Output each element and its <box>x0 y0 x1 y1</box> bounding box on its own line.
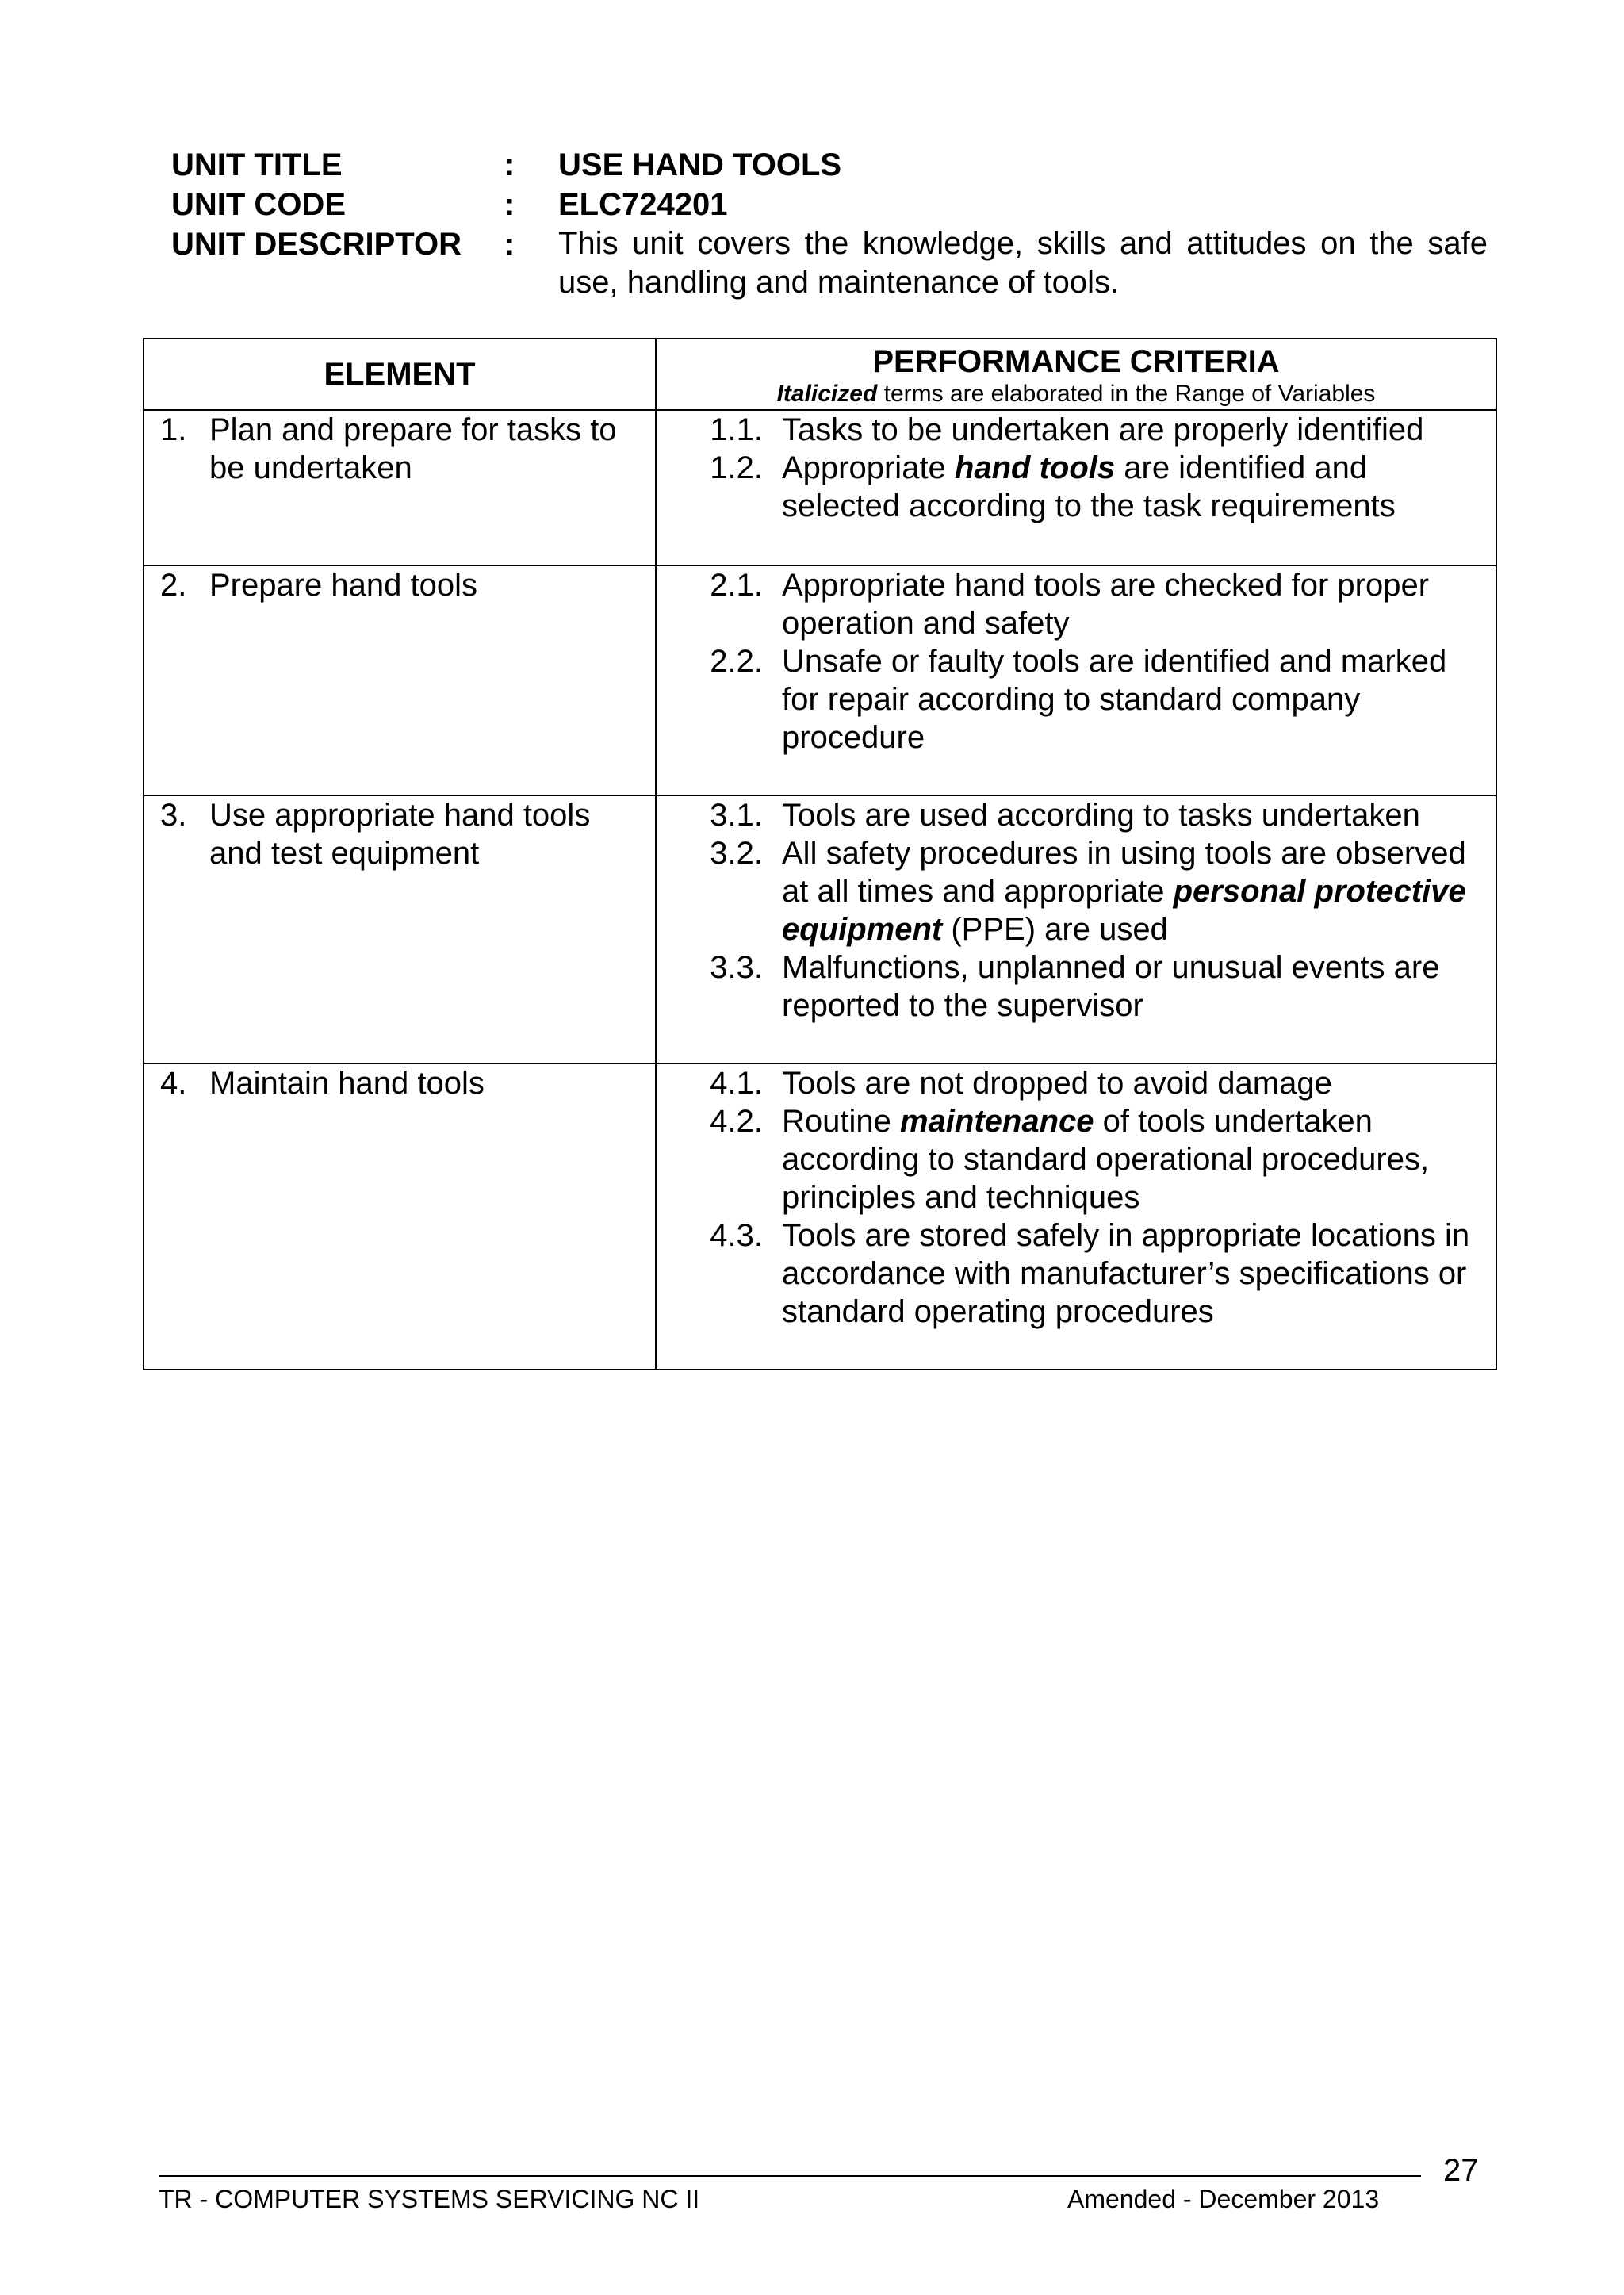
table-row <box>144 410 1496 565</box>
criteria-text-part: Malfunctions, unplanned or unusual events are reported to the supervisor <box>782 950 1440 1023</box>
criteria-number: 2.1. <box>710 568 763 603</box>
criteria-text-part: Appropriate <box>782 450 955 485</box>
criteria-item <box>657 796 1486 834</box>
colon: : <box>504 187 515 222</box>
element-cell <box>144 1063 656 1370</box>
element-item <box>160 566 647 604</box>
range-variable-term: maintenance <box>899 1104 1094 1139</box>
unit-title-label: UNIT TITLE <box>171 148 343 182</box>
criteria-number: 2.2. <box>710 644 763 679</box>
element-header: ELEMENT <box>144 339 656 410</box>
criteria-text-part: Tools are stored safely in appropriate locations in accordance with manufacturer’s specifications or standard operating procedures <box>782 1218 1470 1329</box>
table-header-row <box>144 339 1496 410</box>
element-cell <box>144 795 656 1063</box>
criteria-cell <box>656 795 1496 1063</box>
criteria-text <box>782 834 1486 948</box>
element-text: Plan and prepare for tasks to be undertaken <box>209 412 617 485</box>
footer-amended: Amended - December 2013 <box>1067 2185 1380 2213</box>
colon: : <box>504 227 515 262</box>
criteria-number: 4.3. <box>710 1218 763 1253</box>
element-number: 2. <box>160 568 187 603</box>
criteria-number: 3.1. <box>710 798 763 833</box>
criteria-text <box>782 411 1486 449</box>
criteria-text-part: (PPE) are used <box>942 912 1168 947</box>
footer-title: TR - COMPUTER SYSTEMS SERVICING NC II <box>159 2185 700 2213</box>
element-number: 4. <box>160 1066 187 1101</box>
criteria-text-part: are identified and selected according to the task requirements <box>782 450 1396 523</box>
element-text: Maintain hand tools <box>209 1066 485 1101</box>
element-number: 1. <box>160 412 187 447</box>
criteria-text <box>782 642 1486 757</box>
unit-descriptor-row <box>171 224 1488 302</box>
range-variable-term: personal protective equipment <box>782 874 1466 947</box>
criteria-text-part: Tools are used according to tasks undertaken <box>782 798 1420 833</box>
element-item <box>160 1064 647 1102</box>
element-text: Use appropriate hand tools and test equipment <box>209 798 591 871</box>
criteria-item <box>657 411 1486 449</box>
criteria-header-title: PERFORMANCE CRITERIA <box>872 344 1280 379</box>
criteria-cell <box>656 565 1496 795</box>
criteria-number: 1.2. <box>710 450 763 485</box>
element-cell <box>144 410 656 565</box>
unit-descriptor-value: This unit covers the knowledge, skills and attitudes on the safe use, handling and maintenance of tools. <box>558 226 1488 300</box>
criteria-text <box>782 796 1486 834</box>
note-rest: terms are elaborated in the Range of Variables <box>877 381 1376 407</box>
unit-title-value: USE HAND TOOLS <box>558 148 842 182</box>
criteria-item <box>657 642 1486 757</box>
criteria-number: 4.2. <box>710 1104 763 1139</box>
criteria-text-part: All safety procedures in using tools are observed at all times and appropriate <box>782 836 1466 909</box>
unit-descriptor-label: UNIT DESCRIPTOR <box>171 227 462 262</box>
element-cell <box>144 565 656 795</box>
criteria-text <box>782 1216 1486 1331</box>
criteria-number: 3.3. <box>710 950 763 985</box>
criteria-text-part: Unsafe or faulty tools are identified and marked for repair according to standard company procedure <box>782 644 1447 755</box>
criteria-text <box>782 566 1486 642</box>
criteria-item <box>657 449 1486 525</box>
table-row <box>144 1063 1496 1370</box>
unit-title-row <box>171 145 1488 185</box>
unit-info <box>171 145 1488 302</box>
table-row <box>144 565 1496 795</box>
criteria-item <box>657 1216 1486 1331</box>
colon: : <box>504 148 515 182</box>
competency-table <box>143 338 1497 1370</box>
element-item <box>160 796 647 872</box>
footer-rule <box>159 2175 1421 2177</box>
element-item <box>160 411 647 487</box>
criteria-number: 1.1. <box>710 412 763 447</box>
criteria-item <box>657 566 1486 642</box>
criteria-text <box>782 1102 1486 1216</box>
element-text: Prepare hand tools <box>209 568 478 603</box>
criteria-header-note <box>657 380 1496 408</box>
criteria-text-part: Routine <box>782 1104 900 1139</box>
criteria-text <box>782 449 1486 525</box>
range-variable-term: hand tools <box>954 450 1116 485</box>
criteria-item <box>657 948 1486 1025</box>
criteria-text-part: of tools undertaken according to standard operational procedures, principles and techniques <box>782 1104 1430 1215</box>
page-number: 27 <box>1443 2153 1479 2188</box>
criteria-item <box>657 834 1486 948</box>
element-number: 3. <box>160 798 187 833</box>
criteria-text <box>782 948 1486 1025</box>
italicized-word: Italicized <box>776 381 878 407</box>
criteria-item <box>657 1064 1486 1102</box>
criteria-cell <box>656 1063 1496 1370</box>
criteria-text <box>782 1064 1486 1102</box>
unit-code-label: UNIT CODE <box>171 187 346 222</box>
criteria-number: 4.1. <box>710 1066 763 1101</box>
criteria-header <box>656 339 1496 410</box>
criteria-cell <box>656 410 1496 565</box>
criteria-item <box>657 1102 1486 1216</box>
criteria-text-part: Tools are not dropped to avoid damage <box>782 1066 1332 1101</box>
unit-code-row <box>171 185 1488 224</box>
table-row <box>144 795 1496 1063</box>
criteria-text-part: Tasks to be undertaken are properly identified <box>782 412 1424 447</box>
criteria-number: 3.2. <box>710 836 763 871</box>
unit-code-value: ELC724201 <box>558 187 728 222</box>
criteria-text-part: Appropriate hand tools are checked for proper operation and safety <box>782 568 1430 641</box>
